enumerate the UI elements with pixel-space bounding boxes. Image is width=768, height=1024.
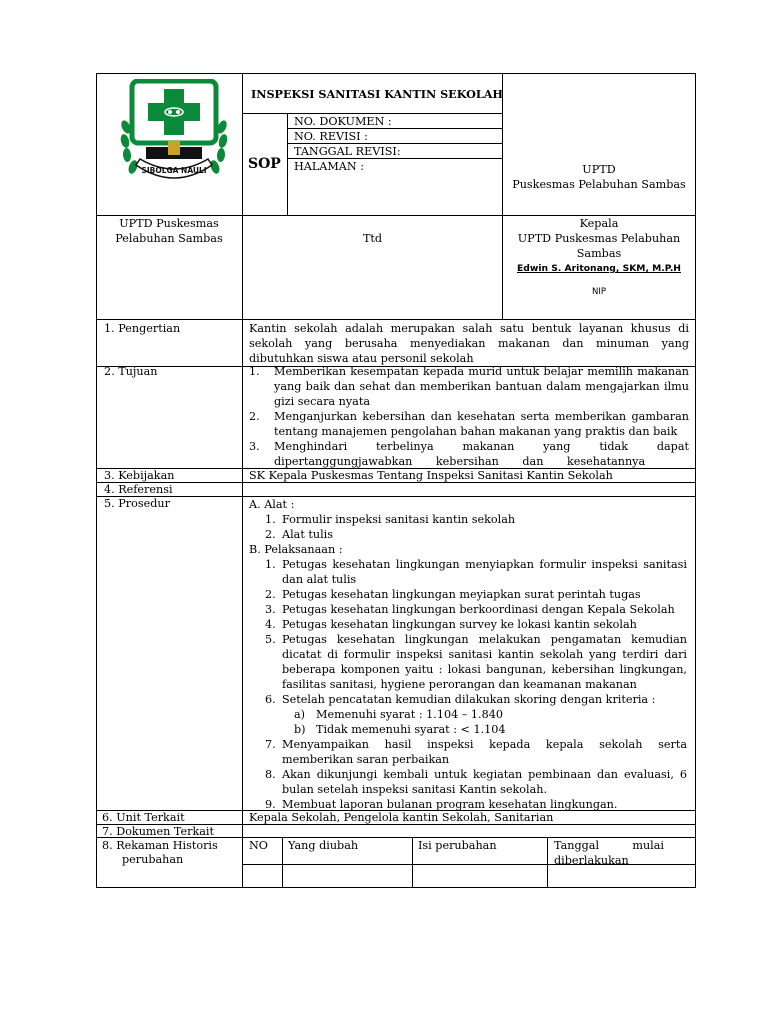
frame-left	[96, 73, 97, 888]
alat-item-2: Alat tulis	[282, 528, 333, 541]
label-kebijakan: 3. Kebijakan	[104, 469, 175, 482]
step-num-1: 1.	[265, 558, 276, 571]
field-no-revisi: NO. REVISI :	[294, 130, 368, 143]
step-8: Akan dikunjungi kembali untuk kegiatan pembinaan dan evaluasi, 6 bulan setelah inspeksi sanitasi Kantin sekolah.	[282, 768, 687, 796]
tujuan-item-3: Menghindari terbelinya makanan yang tidak dapat dipertanggungjawabkan kebersihan dan kesehatannya	[274, 440, 689, 468]
label-rekaman-1: 8. Rekaman Historis	[102, 839, 218, 852]
sign-kepala-org1: UPTD Puskesmas Pelabuhan	[517, 232, 681, 245]
step-num-8: 8.	[265, 768, 276, 781]
rekaman-col-tanggal: Tanggal mulai diberlakukan	[554, 839, 664, 867]
sop-label: SOP	[248, 156, 281, 172]
frame-top	[96, 73, 696, 74]
header-col-2	[502, 73, 503, 319]
sign-org-line1: UPTD Puskesmas	[119, 217, 219, 230]
unit-terkait-text: Kepala Sekolah, Pengelola kantin Sekolah, Sanitarian	[249, 811, 554, 824]
tujuan-num-1: 1.	[249, 365, 260, 378]
sign-nip: NIP	[592, 287, 606, 297]
frame-bottom	[96, 887, 696, 888]
tujuan-num-3: 3.	[249, 440, 260, 453]
document-title: INSPEKSI SANITASI KANTIN SEKOLAH	[251, 87, 503, 101]
alat-num-1: 1.	[265, 513, 276, 526]
step-num-6: 6.	[265, 693, 276, 706]
kriteria-a: Memenuhi syarat : 1.104 – 1.840	[316, 708, 503, 721]
regional-emblem	[136, 141, 212, 178]
puskesmas-logo	[118, 79, 230, 191]
step-4: Petugas kesehatan lingkungan survey ke lokasi kantin sekolah	[282, 618, 637, 631]
step-num-3: 3.	[265, 603, 276, 616]
logo-text: SIBOLGA NAULI	[141, 166, 207, 175]
label-rekaman-2: perubahan	[122, 853, 184, 866]
step-2: Petugas kesehatan lingkungan meyiapkan surat perintah tugas	[282, 588, 641, 601]
rekaman-col-2	[412, 837, 413, 888]
header-uptd: UPTD	[582, 163, 616, 176]
step-num-2: 2.	[265, 588, 276, 601]
step-num-9: 9.	[265, 798, 276, 811]
step-5: Petugas kesehatan lingkungan melakukan pengamatan kemudian dicatat di formulir inspeksi sanitasi kantin sekolah yang terdiri dari beberapa komponen yaitu : lokasi bangunan, kebersihan lingkungan, fasilitas sanitasi, hygiene perorangan dan keamanan makanan	[282, 633, 687, 691]
header-col-1	[242, 73, 243, 319]
kriteria-letter-a: a)	[294, 708, 306, 721]
rekaman-col-no: NO	[249, 839, 268, 852]
label-prosedur: 5. Prosedur	[104, 497, 170, 510]
tujuan-item-2: Menganjurkan kebersihan dan kesehatan serta memberikan gambaran tentang manajemen pengolahan bahan makanan yang praktis dan baik	[274, 410, 689, 438]
body-col-divider	[242, 319, 243, 888]
step-num-4: 4.	[265, 618, 276, 631]
tujuan-num-2: 2.	[249, 410, 260, 423]
label-referensi: 4. Referensi	[104, 483, 173, 496]
kriteria-letter-b: b)	[294, 723, 306, 736]
kriteria-b: Tidak memenuhi syarat : < 1.104	[316, 723, 506, 736]
frame-right	[695, 73, 696, 888]
header-puskesmas: Puskesmas Pelabuhan Sambas	[512, 178, 686, 191]
rekaman-col-isi-perubahan: Isi perubahan	[418, 839, 497, 852]
rekaman-col-3	[547, 837, 548, 888]
step-7: Menyampaikan hasil inspeksi kepada kepala sekolah serta memberikan saran perbaikan	[282, 738, 687, 766]
step-num-5: 5.	[265, 633, 276, 646]
alat-heading: A. Alat :	[249, 498, 295, 511]
sign-bottom	[96, 319, 696, 320]
label-tujuan: 2. Tujuan	[104, 365, 158, 378]
field-tanggal-revisi: TANGGAL REVISI:	[294, 145, 401, 158]
step-3: Petugas kesehatan lingkungan berkoordinasi dengan Kepala Sekolah	[282, 603, 675, 616]
rekaman-col-yang-diubah: Yang diubah	[288, 839, 359, 852]
label-dokumen-terkait: 7. Dokumen Terkait	[102, 825, 214, 838]
label-pengertian: 1. Pengertian	[104, 322, 181, 335]
sign-name: Edwin S. Aritonang, SKM, M.P.H	[517, 263, 681, 274]
step-1: Petugas kesehatan lingkungan menyiapkan formulir inspeksi sanitasi dan alat tulis	[282, 558, 687, 586]
field-halaman: HALAMAN :	[294, 160, 364, 173]
tujuan-item-1: Memberikan kesempatan kepada murid untuk belajar memilih makanan yang baik dan sehat dan memberikan bantuan dalam mengajarkan ilmu gizi secara nyata	[274, 365, 689, 408]
sign-kepala: Kepala	[579, 217, 619, 230]
step-6: Setelah pencatatan kemudian dilakukan skoring dengan kriteria :	[282, 693, 656, 706]
sign-org-line2: Pelabuhan Sambas	[115, 232, 223, 245]
row-line-4	[96, 496, 696, 497]
step-9: Membuat laporan bulanan program kesehatan lingkungan.	[282, 798, 618, 811]
sign-ttd: Ttd	[362, 232, 383, 245]
pelaksanaan-heading: B. Pelaksanaan :	[249, 543, 343, 556]
field-no-dokumen: NO. DOKUMEN :	[294, 115, 392, 128]
pengertian-text: Kantin sekolah adalah merupakan salah satu bentuk layanan khusus di sekolah yang berusaha menyediakan makanan dan minuman yang dibutuhkan siswa atau personil sekolah	[249, 322, 689, 365]
alat-num-2: 2.	[265, 528, 276, 541]
sop-document	[96, 73, 696, 888]
alat-item-1: Formulir inspeksi sanitasi kantin sekolah	[282, 513, 516, 526]
sign-kepala-org2: Sambas	[576, 247, 622, 260]
label-unit-terkait: 6. Unit Terkait	[102, 811, 185, 824]
step-num-7: 7.	[265, 738, 276, 751]
rekaman-col-1	[282, 837, 283, 888]
kebijakan-text: SK Kepala Puskesmas Tentang Inspeksi Sanitasi Kantin Sekolah	[249, 469, 613, 482]
